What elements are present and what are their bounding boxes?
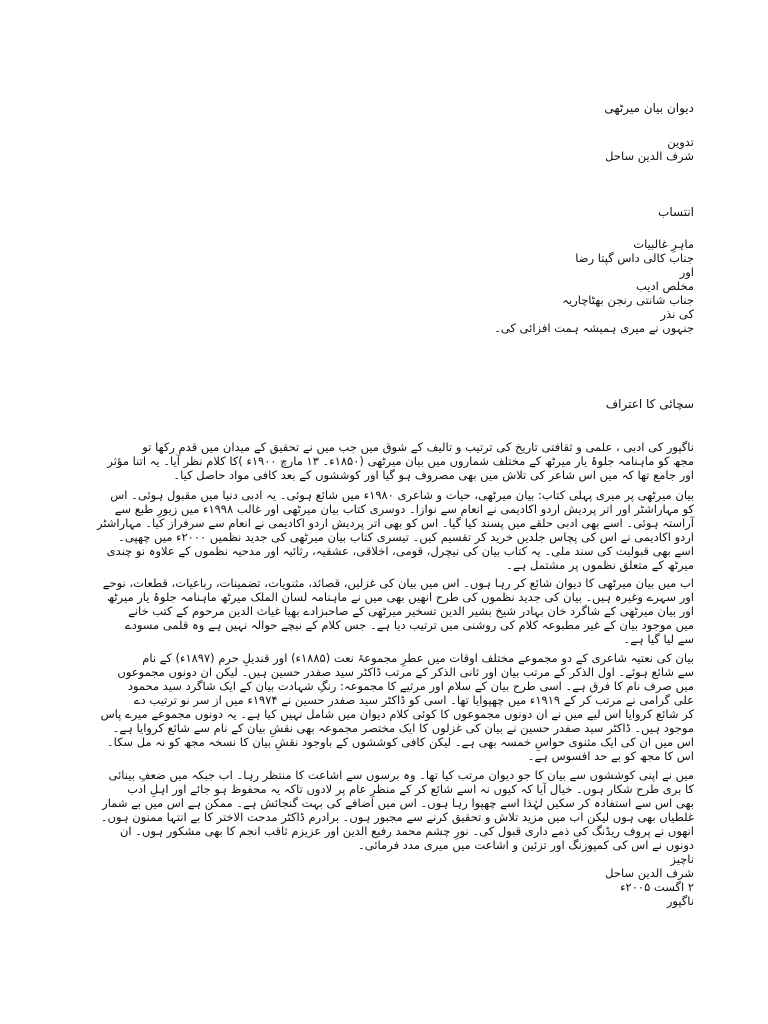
signature-name: شرف الدین ساحل <box>605 866 694 880</box>
body-line: موجود ہیں۔ ڈاکٹر سید صفدر حسین نے بیان کی غزلوں کا ایک مختصر مجموعہ بھی نقشِ بیان کے نام سے شائع کروایا ہے۔ <box>112 721 694 735</box>
confession-heading: سچائی کا اعتراف <box>605 397 694 411</box>
body-line: کا بری طرح شکار ہوں۔ خیال آیا کہ کیوں نہ اسے شائع کر کے منظرِ عام پر لادوں تاکہ یہ محفوظ ہو جائے اور اہلِ ادب <box>127 782 694 796</box>
dedication-line: مخلص ادیب <box>636 279 694 293</box>
body-line: علی گرامی نے مرتب کر کے ۱۹۱۹ء میں چھپوایا تھا۔ اسی کو ڈاکٹر سید صفدر حسین نے ۱۹۷۴ء میں از سر نو ترتیب دے <box>133 693 694 707</box>
signature-label: ناچیز <box>670 852 694 866</box>
compiler-label: تدوین <box>667 135 694 149</box>
dedication-line: جناب کالی داس گپتا رضا <box>575 251 694 265</box>
body-line: اور جامع تھا کہ میں اس شاعر کی تلاش میں بھی مصروف ہو گیا اور کوششوں کے بعد کافی مواد حاصل کیا۔ <box>173 468 694 482</box>
document-title: دیوان بیان میرٹھی <box>604 101 694 115</box>
body-line: انھوں نے پروف ریڈنگ کی ذمے داری قبول کی۔ نورِ چشم محمد رفیع الدین اور عزیزم ثاقب انجم کا بھی مشکور ہوں۔ ان <box>119 824 694 838</box>
body-line: اس کا مجھ کو بے حد افسوس ہے۔ <box>527 749 694 763</box>
body-line: کر شائع کروایا اس لیے میں نے ان دونوں مجموعوں کا کوئی کلام دیوان میں شامل نہیں کیا ہے۔ یہ دونوں مجموعے میرے پاس <box>100 707 694 721</box>
body-line: غلطیاں بھی ہوں لیکن اب میں مزید تلاش و تحقیق کرنے سے مجبور ہوں۔ برادرم ڈاکٹر مدحت الاختر کا بے انتہا ممنون ہوں۔ <box>100 810 694 824</box>
body-line: دونوں نے اس کی کمپوزنگ اور تزئین و اشاعت میں میری مدد فرمائی۔ <box>358 838 694 852</box>
body-line: بھی اس سے استفادہ کر سکیں لہٰذا اسے چھپوا رہا ہوں۔ اس میں اضافے کی بہت گنجائش ہے۔ ممکن ہے اس میں بے شمار <box>102 796 694 810</box>
body-line: میرٹھ کے متعلق نظموں پر مشتمل ہے۔ <box>506 558 694 572</box>
body-line: بیان کی نعتیہ شاعری کے دو مجموعے مختلف اوقات میں عطرِ مجموعۂ نعت (۱۸۸۵ء) اور قندیلِ حرم (۱۸۹۷ء) کے نام <box>142 651 694 665</box>
dedication-line: جناب شانتی رنجن بھٹاچاریہ <box>562 293 694 307</box>
body-line: میں نے اپنی کوششوں سے بیان کا جو دیوان مرتب کیا تھا۔ وہ برسوں سے اشاعت کا منتظر رہا۔ اب جبکہ میں ضعفِ بینائی <box>108 768 694 782</box>
body-line: ناگپور کی ادبی ، علمی و ثقافتی تاریخ کی ترتیب و تالیف کے شوق میں جب میں نے تحقیق کے میدان میں قدم رکھا تو <box>142 440 694 454</box>
body-line: بیان میرٹھی پر میری پہلی کتاب: بیان میرٹھی، حیات و شاعری ۱۹۸۰ء میں شائع ہوئی۔ یہ ادبی دنیا میں مقبول ہوئی۔ اس <box>110 488 694 502</box>
body-line: سے شائع ہوئے۔ اول الذکر کے مرتب بیان اور ثانی الذکر کے مرتب ڈاکٹر سید صفدر حسین ہیں۔ لیکن ان دونوں مجموعوں <box>117 665 694 679</box>
dedication-heading: انتساب <box>658 205 694 219</box>
body-line: اور بیان میرٹھی کے شاگرد خان بہادر شیخ بشیر الدین تسخیر میرٹھی کے صاحبزادے بھیا غیاث الدین مرحوم کے کتب خانے <box>128 604 694 618</box>
dedication-line: ماہرِ غالبیات <box>633 237 694 251</box>
body-line: مجھ کو ماہنامہ جلوۂ یار میرٹھ کے مختلف شماروں میں بیان میرٹھی (۱۸۵۰ء۔ ۱۳ مارچ ۱۹۰۰ء )کا کلام نظر آیا۔ یہ اتنا مؤثر <box>107 454 694 468</box>
compiler-name: شرف الدین ساحل <box>605 149 694 163</box>
dedication-line: کی نذر <box>660 307 694 321</box>
body-line: اب میں بیان میرٹھی کا دیوان شائع کر رہا ہوں۔ اس میں بیان کی غزلیں، قصائد، مثنویات، تضمینات، رباعیات، قطعات، نوحے <box>102 576 694 590</box>
signature-date: ۲ اگست ۲۰۰۵ء <box>620 880 694 894</box>
dedication-line: اور <box>679 265 694 279</box>
signature-place: ناگپور <box>666 894 694 908</box>
body-line: کو مہاراشٹر اور اتر پردیش اردو اکادیمی نے انعام سے نوازا۔ دوسری کتاب بیان میرٹھی اور غالب ۱۹۹۸ء میں زیورِ طبع سے <box>114 502 694 516</box>
body-line: اور سہرے وغیرہ ہیں۔ بیان کی جدید نظموں کی طرح انھیں بھی میں نے ماہنامہ لسان الملک میرٹھ ماہنامہ جلوۂ یار میرٹھ <box>107 590 694 604</box>
body-line: اسے بھی قبولیت کی سند ملی۔ یہ کتاب بیان کی نیچرل، قومی، اخلاقی، عشقیہ، رثائیہ اور مدحیہ نظموں کے علاوہ نو چندی <box>106 544 694 558</box>
body-line: اس میں ان کی ایک مثنوی حواسِ خمسہ بھی ہے۔ لیکن کافی کوششوں کے باوجود نقشِ بیان کا نسخہ مجھ کو نہ مل سکا۔ <box>106 735 694 749</box>
body-line: میں صرف نام کا فرق ہے۔ اسی طرح بیان کے سلام اور مرثیے کا مجموعہ: رنگِ شہادت بیان کے ایک شاگرد سید محمود <box>127 679 694 693</box>
body-line: میں موجود بیان کے غیر مطبوعہ کلام کی روشنی میں ترتیب دیا ہے۔ جس کلام کے نیچے حوالہ نہیں ہے وہ قلمی مسودے <box>124 618 694 632</box>
dedication-line: جنہوں نے میری ہمیشہ ہمت افزائی کی۔ <box>494 321 694 335</box>
body-line: سے لیا گیا ہے۔ <box>623 632 694 646</box>
body-line: اردو اکادیمی نے اس کی پچاس جلدیں خرید کر تقسیم کیں۔ تیسری کتاب بیان میرٹھی کی جدید نظمیں ۲۰۰۰ء میں چھپی۔ <box>118 530 694 544</box>
body-line: آراستہ ہوئی۔ اسے بھی ادبی حلقے میں پسند کیا گیا۔ اس کو بھی اتر پردیش اردو اکادیمی نے انعام سے سرفراز کیا۔ مہاراشٹر <box>96 516 694 530</box>
